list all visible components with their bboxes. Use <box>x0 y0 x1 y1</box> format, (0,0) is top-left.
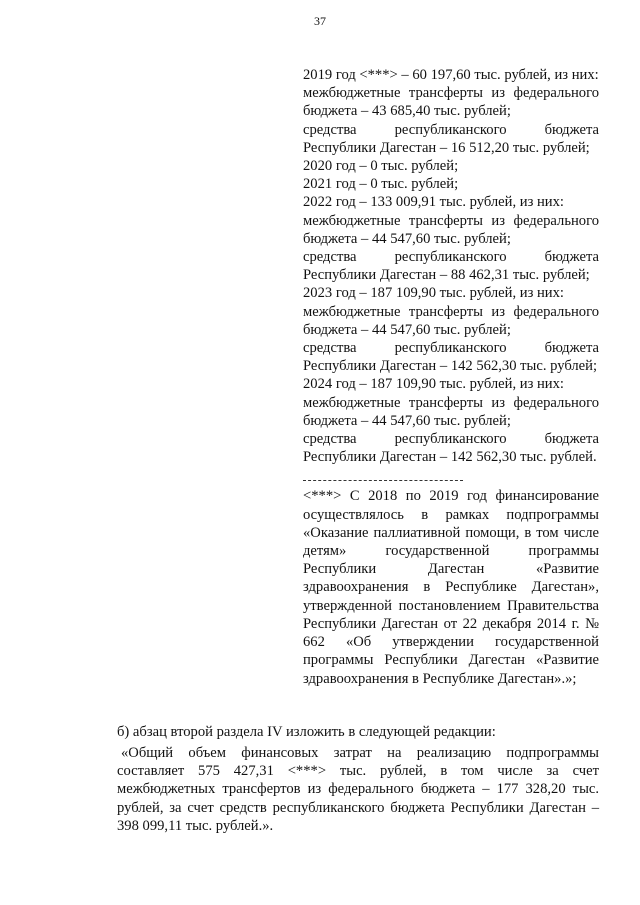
footnote-divider <box>303 480 463 481</box>
funding-line-2019-republic: средства республиканского бюджета Республики Дагестан – 16 512,20 тыс. рублей; <box>303 121 599 156</box>
funding-line-2023-republic: средства республиканского бюджета Республики Дагестан – 142 562,30 тыс. рублей; <box>303 340 599 375</box>
funding-line-2020: 2020 год – 0 тыс. рублей; <box>303 158 459 175</box>
quote-paragraph <box>117 744 599 835</box>
funding-line-2019-federal: межбюджетные трансферты из федерального бюджета – 43 685,40 тыс. рублей; <box>303 85 599 120</box>
funding-line-2022-republic: средства республиканского бюджета Республики Дагестан – 88 462,31 тыс. рублей; <box>303 249 599 284</box>
funding-line-2024: 2024 год – 187 109,90 тыс. рублей, из них: <box>303 376 564 393</box>
instruction-paragraph <box>117 723 599 741</box>
funding-line-2023-federal: межбюджетные трансферты из федерального бюджета – 44 547,60 тыс. рублей; <box>303 303 599 338</box>
instruction-text: б) абзац второй раздела IV изложить в следующей редакции: <box>117 724 496 740</box>
footnote-text: <***> С 2018 по 2019 год финансирование осуществлялось в рамках подпрограммы «Оказание паллиативной помощи, в том числе детям» государственной программы Республики Дагестан «Развитие здравоохранения в Республике Дагестан», утвержденной постановлением Правительства Республики Дагестан от 22 декабря 2014 г. № 662 «Об утверждении государственной программы Республики Дагестан «Развитие здравоохранения в Республике Дагестан».»; <box>303 488 599 687</box>
quote-text: «Общий объем финансовых затрат на реализацию подпрограммы составляет 575 427,31 <***> тыс. рублей, в том числе за счет межбюджетных трансфертов из федерального бюджета – 177 328,20 тыс. рублей, за счет средств республиканского бюджета Республики Дагестан – 398 099,11 тыс. рублей.». <box>117 745 599 834</box>
funding-line-2021: 2021 год – 0 тыс. рублей; <box>303 176 459 193</box>
funding-line-2024-republic: средства республиканского бюджета Республики Дагестан – 142 562,30 тыс. рублей. <box>303 431 599 466</box>
funding-line-2024-federal: межбюджетные трансферты из федерального бюджета – 44 547,60 тыс. рублей; <box>303 394 599 429</box>
funding-line-2022-federal: межбюджетные трансферты из федерального бюджета – 44 547,60 тыс. рублей; <box>303 212 599 247</box>
funding-column <box>303 66 599 688</box>
funding-line-2023: 2023 год – 187 109,90 тыс. рублей, из них: <box>303 285 564 302</box>
page-number: 37 <box>314 14 326 28</box>
funding-line-2019: 2019 год <***> – 60 197,60 тыс. рублей, из них: <box>303 67 599 83</box>
funding-line-2022: 2022 год – 133 009,91 тыс. рублей, из них: <box>303 194 564 211</box>
